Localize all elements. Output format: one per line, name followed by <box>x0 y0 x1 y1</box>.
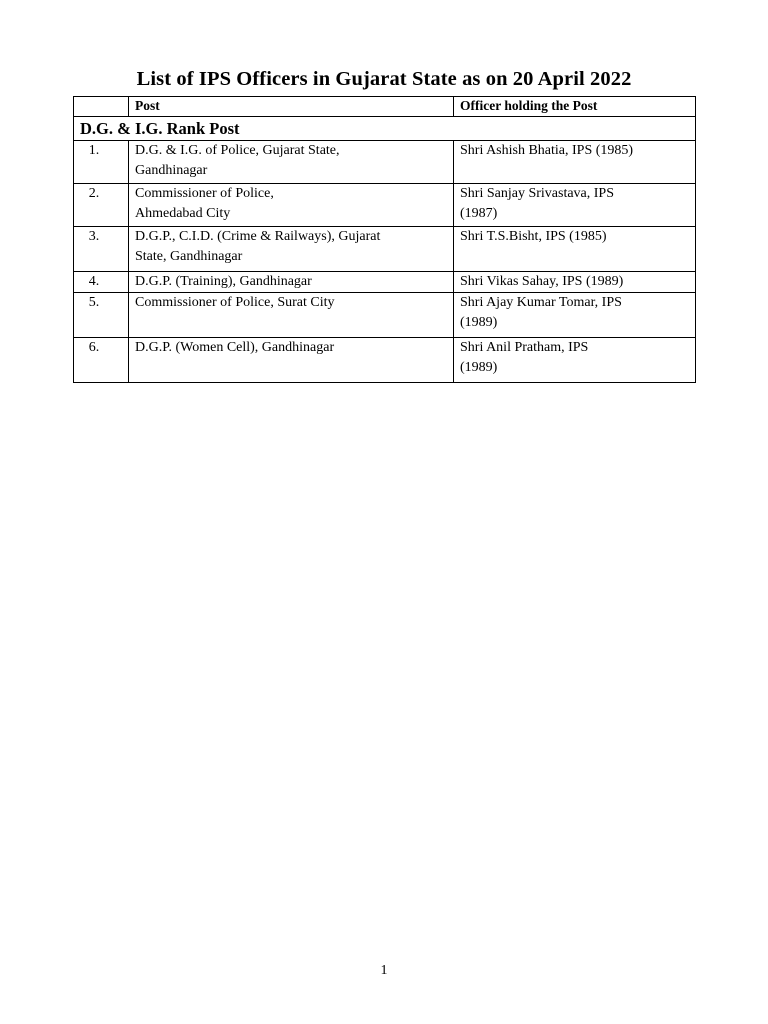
row-post <box>129 227 454 272</box>
post-text: Commissioner of Police, Surat City <box>135 295 335 310</box>
row-officer <box>454 338 696 383</box>
officer-text: Shri T.S.Bisht, IPS (1985) <box>460 229 607 244</box>
officers-table <box>73 96 696 383</box>
section-row <box>74 117 696 141</box>
table-row <box>74 272 696 293</box>
row-post <box>129 338 454 383</box>
table-row <box>74 338 696 383</box>
row-number: 6. <box>74 338 129 383</box>
officer-text: Shri Ajay Kumar Tomar, IPS (1989) <box>460 295 622 330</box>
row-officer <box>454 272 696 293</box>
row-number: 5. <box>74 293 129 338</box>
row-post <box>129 293 454 338</box>
row-officer <box>454 227 696 272</box>
row-post <box>129 141 454 184</box>
row-officer <box>454 293 696 338</box>
header-post: Post <box>129 97 454 117</box>
row-number: 2. <box>74 184 129 227</box>
row-number: 4. <box>74 272 129 293</box>
post-text: D.G.P., C.I.D. (Crime & Railways), Gujarat State, Gandhinagar <box>135 229 381 264</box>
post-text: D.G.P. (Women Cell), Gandhinagar <box>135 340 335 355</box>
post-text: Commissioner of Police, Ahmedabad City <box>135 186 274 221</box>
row-post <box>129 272 454 293</box>
table-row <box>74 227 696 272</box>
row-post <box>129 184 454 227</box>
table-row <box>74 184 696 227</box>
table-header-row <box>74 97 696 117</box>
page-number: 1 <box>380 963 388 978</box>
table-row <box>74 293 696 338</box>
officer-text: Shri Vikas Sahay, IPS (1989) <box>460 274 624 289</box>
page-title: List of IPS Officers in Gujarat State as on 20 April 2022 <box>136 68 632 90</box>
table-row <box>74 141 696 184</box>
row-number: 3. <box>74 227 129 272</box>
officer-text: Shri Sanjay Srivastava, IPS (1987) <box>460 186 614 221</box>
row-officer <box>454 141 696 184</box>
row-officer <box>454 184 696 227</box>
row-number: 1. <box>74 141 129 184</box>
header-number <box>74 97 129 117</box>
post-text: D.G.P. (Training), Gandhinagar <box>135 274 312 289</box>
post-text: D.G. & I.G. of Police, Gujarat State, Gandhinagar <box>135 143 340 178</box>
header-officer: Officer holding the Post <box>454 97 696 117</box>
officer-text: Shri Ashish Bhatia, IPS (1985) <box>460 143 634 158</box>
section-title: D.G. & I.G. Rank Post <box>74 117 696 141</box>
officer-text: Shri Anil Pratham, IPS (1989) <box>460 340 589 375</box>
